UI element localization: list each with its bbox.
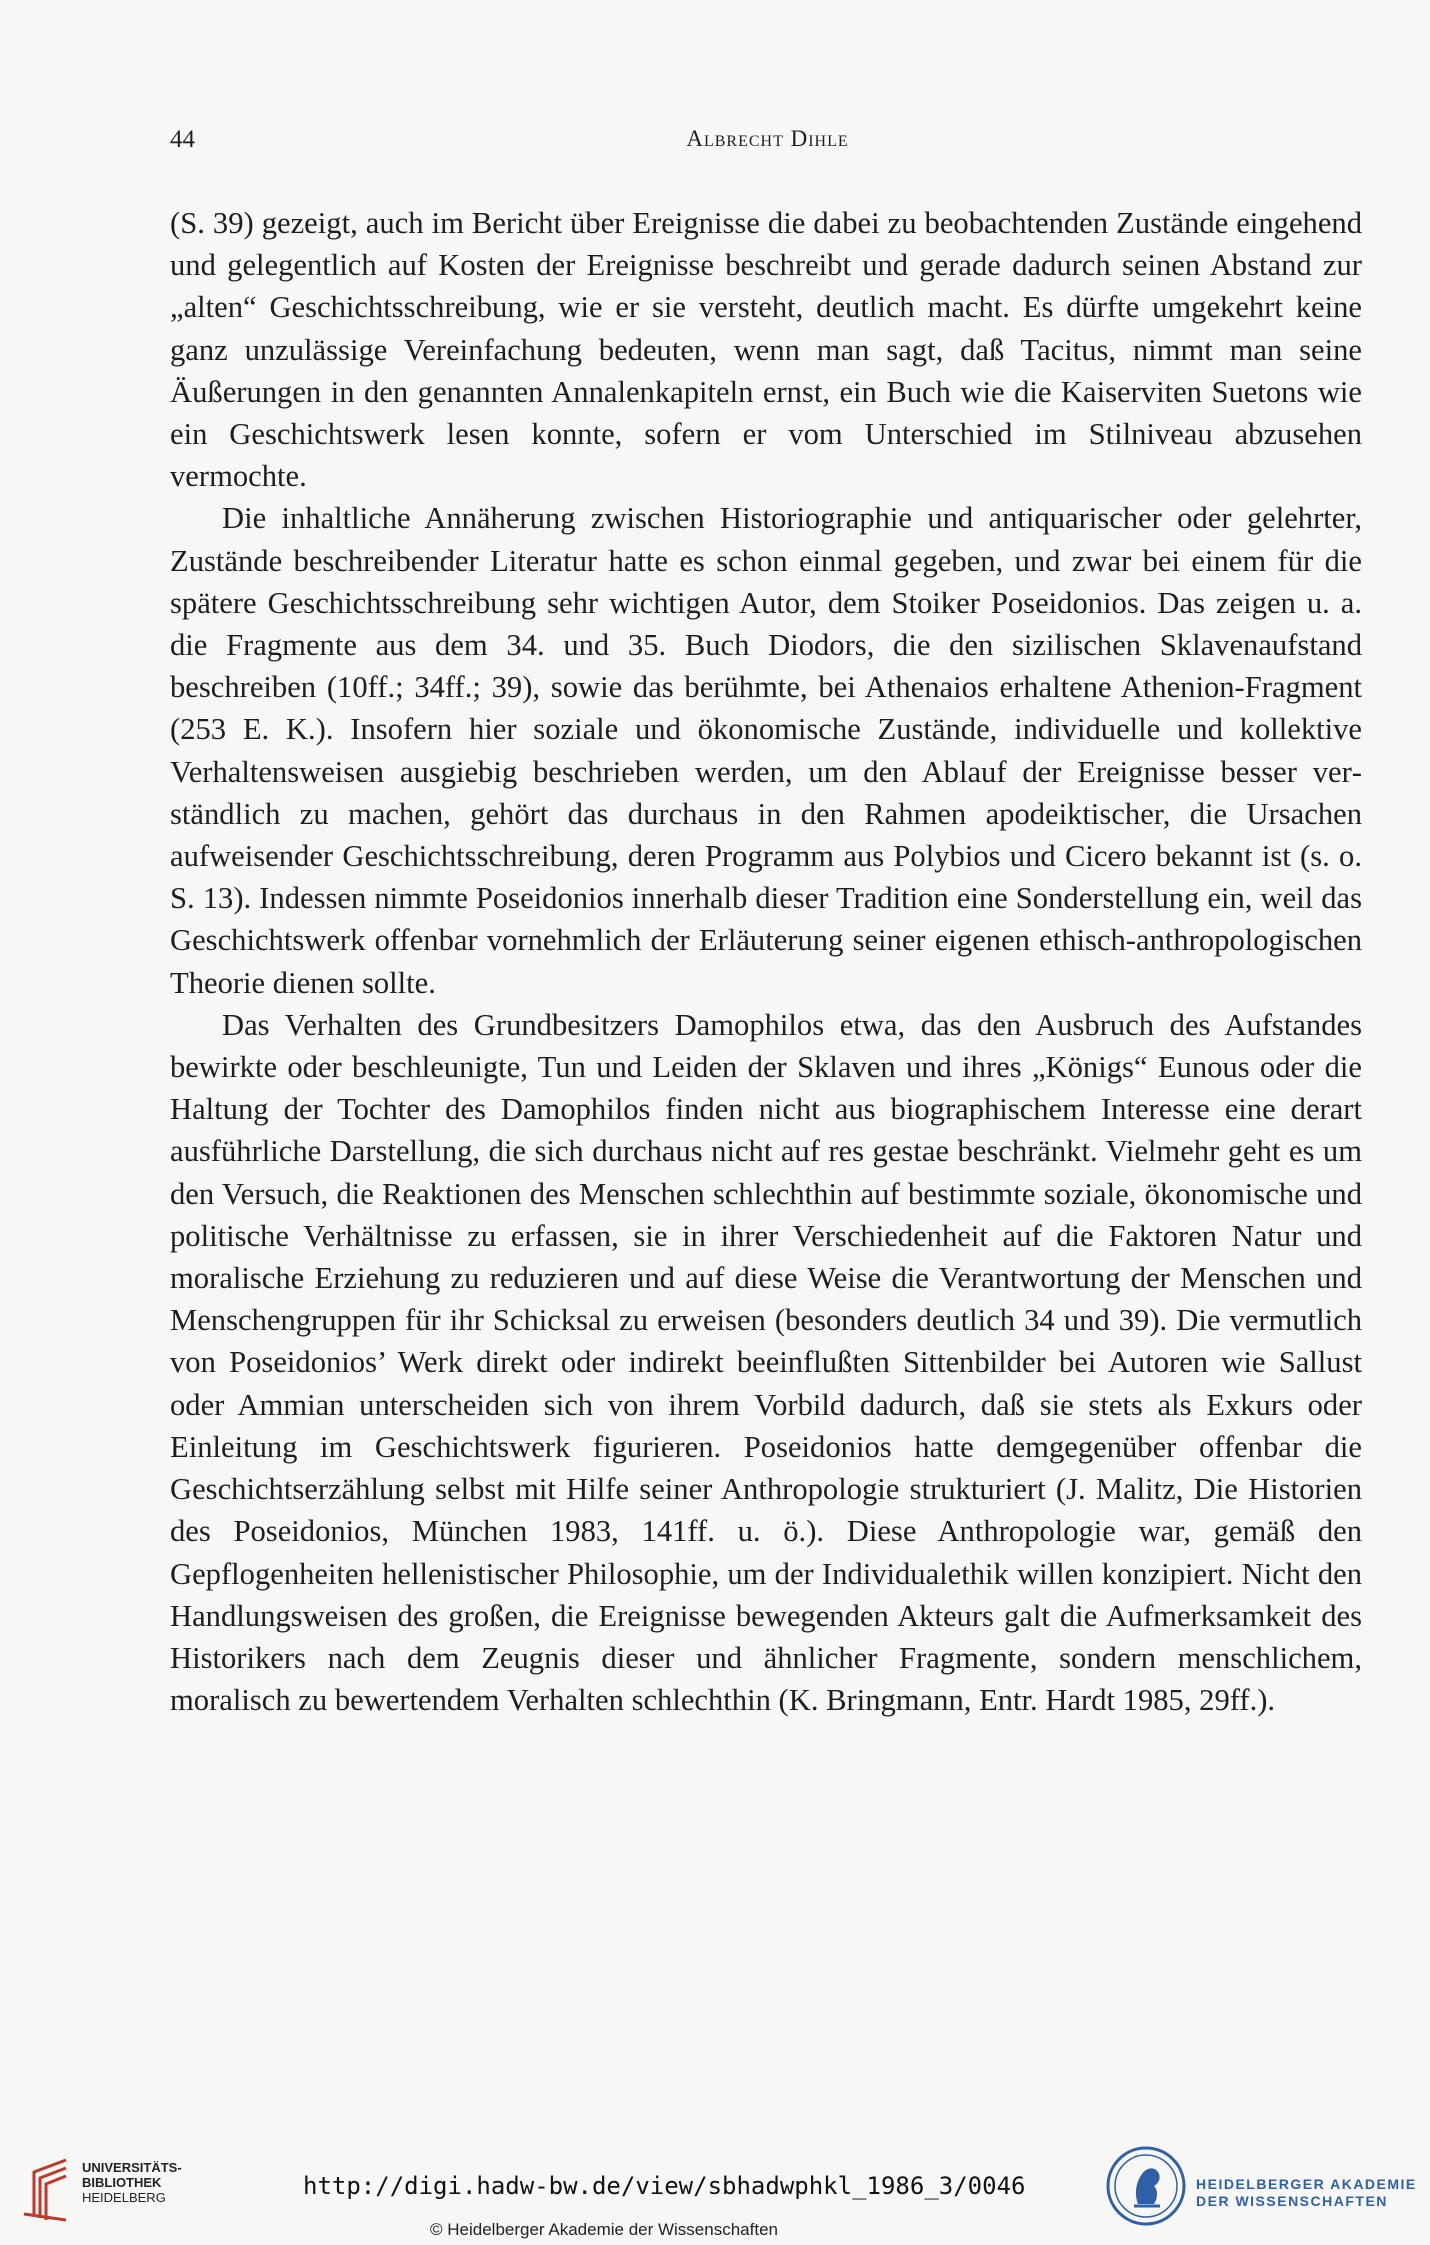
- university-library-name: UNIVERSITÄTS- BIBLIOTHEK HEIDELBERG: [82, 2160, 182, 2205]
- page-number: 44: [170, 126, 195, 153]
- page-header: [170, 126, 1365, 166]
- paragraph-3: Das Verhalten des Grundbesitzers Damophilos etwa, das den Ausbruch des Aufstandes bewirkte oder beschleunigte, Tun und Leiden der Sklaven und ihres „Königs“ Eunous oder die Haltung der Tochter des Damophilos finden nicht aus biographischem Interesse eine derart ausführliche Darstellung, die sich durchaus nicht auf res gestae beschränkt. Vielmehr geht es um den Versuch, die Reaktionen des Menschen schlechthin auf bestimmte soziale, ökonomische und politische Verhältnisse zu erfassen, sie in ihrer Verschiedenheit auf die Faktoren Natur und moralische Erziehung zu reduzieren und auf diese Weise die Verantwortung der Menschen und Menschengruppen für ihr Schicksal zu erweisen (besonders deutlich 34 und 39). Die vermutlich von Poseidonios’ Werk direkt oder indirekt beeinflußten Sittenbilder bei Autoren wie Sallust oder Ammian unterscheiden sich von ihrem Vorbild dadurch, daß sie stets als Exkurs oder Einleitung im Geschichtswerk figurieren. Poseidonios hatte demgegenüber offenbar die Geschichtserzählung selbst mit Hilfe seiner Anthropologie strukturiert (J. Malitz, Die Historien des Poseidonios, München 1983, 141ff. u. ö.). Diese Anthropologie war, gemäß den Gepflogenheiten hellenistischer Philosophie, um der Individualethik willen konzipiert. Nicht den Handlungsweisen des großen, die Ereignisse bewegenden Akteurs galt die Aufmerksamkeit des Historikers nach dem Zeugnis dieser und ähnlicher Fragmente, sondern menschlichem, moralisch zu bewertendem Verhalten schlechthin (K. Bringmann, Entr. Hardt 1985, 29ff.).: [170, 1007, 1362, 1718]
- running-head: Albrecht Dihle: [686, 126, 849, 151]
- paragraph-1: (S. 39) gezeigt, auch im Bericht über Ereignisse die dabei zu beobachtenden Zustände eingehend und gelegentlich auf Kosten der Ereignisse beschreibt und gerade dadurch seinen Abstand zur „alten“ Geschichtsschreibung, wie er sie versteht, deutlich macht. Es dürfte umgekehrt keine ganz unzulässige Vereinfachung bedeuten, wenn man sagt, daß Tacitus, nimmt man seine Äußerungen in den genannten Annalenkapiteln ernst, ein Buch wie die Kaiserviten Suetons wie ein Geschichtswerk lesen konnte, sofern er vom Unterschied im Stilniveau abzusehen vermochte.: [170, 206, 1362, 494]
- permalink-url[interactable]: http://digi.hadw-bw.de/view/sbhadwphkl_1986_3/0046: [303, 2172, 1026, 2200]
- university-library-logo-icon: [14, 2154, 74, 2224]
- academy-seal-icon: [1104, 2144, 1188, 2228]
- footer: [0, 2140, 1430, 2245]
- body-text: [170, 202, 1362, 1721]
- copyright-notice: © Heidelberger Akademie der Wissenschaften: [430, 2220, 778, 2239]
- paragraph-2: Die inhaltliche Annäherung zwischen Historiographie und antiquarischer oder gelehrter, Zustände beschreibender Literatur hatte es schon einmal gegeben, und zwar bei einem für die spätere Geschichtsschreibung sehr wichtigen Autor, dem Stoiker Poseidonios. Das zeigen u. a. die Fragmente aus dem 34. und 35. Buch Diodors, die den sizilischen Sklavenaufstand beschreiben (10ff.; 34ff.; 39), sowie das berühmte, bei Athenaios erhaltene Athenion-Fragment (253 E. K.). Insofern hier soziale und ökonomische Zustände, individuelle und kollektive Verhaltensweisen ausgiebig beschrieben werden, um den Ablauf der Ereignisse besser verständlich zu machen, gehört das durchaus in den Rahmen apodeiktischer, die Ursachen aufweisender Geschichtsschreibung, deren Programm aus Polybios und Cicero bekannt ist (s. o. S. 13). Indessen nimmte Poseidonios innerhalb dieser Tradition eine Sonderstellung ein, weil das Geschichtswerk offenbar vornehmlich der Erläuterung seiner eigenen ethisch-anthropologischen Theorie dienen sollte.: [170, 501, 1362, 1000]
- academy-name: HEIDELBERGER AKADEMIE DER WISSENSCHAFTEN: [1196, 2176, 1417, 2209]
